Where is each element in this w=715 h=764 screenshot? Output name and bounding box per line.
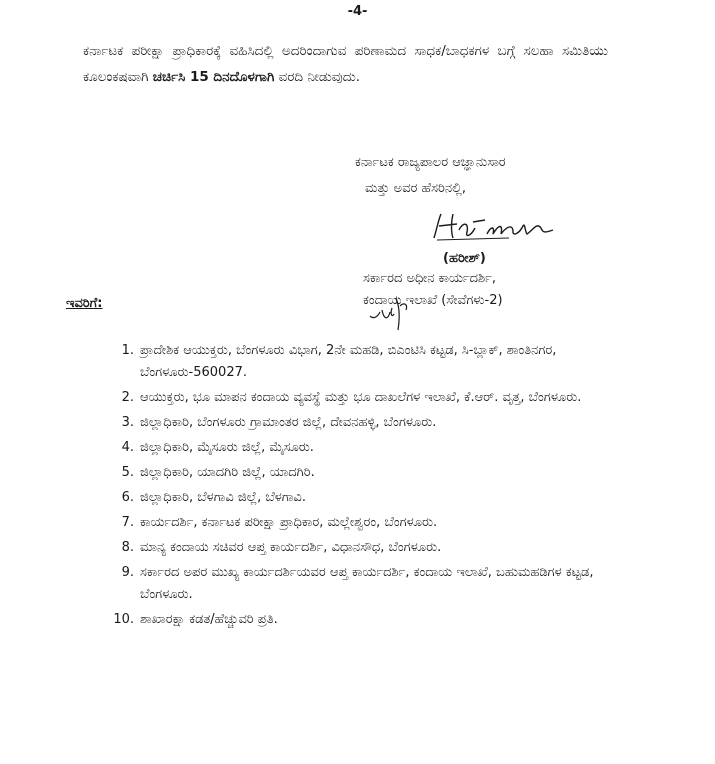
authority-line-1: ಕರ್ನಾಟಕ ರಾಜ್ಯಪಾಲರ ಆಜ್ಞಾನುಸಾರ (355, 155, 506, 170)
recipient-number: 6. (121, 490, 134, 505)
recipient-text: ಸರ್ಕಾರದ ಅಪರ ಮುಖ್ಯ ಕಾರ್ಯದರ್ಶಿಯವರ ಆಪ್ತ ಕಾರ್ಯದರ್ಶಿ, ಕಂದಾಯ ಇಲಾಖೆ, ಬಹುಮಹಡಿಗಳ ಕಟ್ಟಡ, ಬೆಂಗಳೂರು. (140, 565, 594, 602)
recipient-item (110, 387, 635, 409)
recipient-text: ಜಿಲ್ಲಾಧಿಕಾರಿ, ಬೆಂಗಳೂರು ಗ್ರಾಮಾಂತರ ಜಿಲ್ಲೆ, ದೇವನಹಳ್ಳಿ, ಬೆಂಗಳೂರು. (140, 415, 437, 430)
recipient-text: ಮಾನ್ಯ ಕಂದಾಯ ಸಚಿವರ ಆಪ್ತ ಕಾರ್ಯದರ್ಶಿ, ವಿಧಾನಸೌಧ, ಬೆಂಗಳೂರು. (140, 540, 442, 555)
recipient-text: ಪ್ರಾದೇಶಿಕ ಆಯುಕ್ತರು, ಬೆಂಗಳೂರು ವಿಭಾಗ, 2ನೇ ಮಹಡಿ, ಬಿಎಂಟಿಸಿ ಕಟ್ಟಡ, ಸಿ-ಬ್ಲಾಕ್, ಶಾಂತಿನಗರ, ಬೆಂಗಳೂರು-560027. (140, 343, 557, 380)
signatory-name: (ಹರೀಶ್) (443, 251, 486, 266)
designation-line-2: ಕಂದಾಯ ಇಲಾಖೆ (ಸೇವೆಗಳು-2) (363, 293, 503, 308)
recipient-text: ಶಾಖಾರಕ್ಷಾ ಕಡತ/ಹೆಚ್ಚುವರಿ ಪ್ರತಿ. (140, 612, 278, 627)
recipient-text: ಜಿಲ್ಲಾಧಿಕಾರಿ, ಯಾದಗಿರಿ ಜಿಲ್ಲೆ, ಯಾದಗಿರಿ. (140, 465, 315, 480)
handwritten-signature (429, 208, 579, 248)
page-number: -4- (347, 4, 368, 19)
recipient-number: 1. (121, 343, 134, 358)
recipient-number: 3. (121, 415, 134, 430)
recipient-number: 2. (121, 390, 134, 405)
recipient-item (110, 537, 635, 559)
recipient-item (110, 512, 635, 534)
recipient-item (110, 462, 635, 484)
recipients-list (110, 340, 635, 634)
recipient-number: 10. (113, 612, 134, 627)
recipients-heading: ಇವರಿಗೆ: (66, 296, 103, 311)
recipient-text: ಆಯುಕ್ತರು, ಭೂ ಮಾಪನ ಕಂದಾಯ ವ್ಯವಸ್ಥೆ ಮತ್ತು ಭೂ ದಾಖಲೆಗಳ ಇಲಾಖೆ, ಕೆ.ಆರ್. ವೃತ್ತ, ಬೆಂಗಳೂರು. (140, 390, 582, 405)
authority-line-2: ಮತ್ತು ಅವರ ಹೆಸರಿನಲ್ಲಿ, (365, 181, 467, 196)
recipient-number: 4. (121, 440, 134, 455)
signature-block (355, 150, 645, 312)
handwritten-initials (366, 290, 414, 334)
recipient-item (110, 412, 635, 434)
recipient-item (110, 562, 635, 606)
intro-paragraph (83, 38, 608, 90)
intro-deadline: ಚರ್ಚಿಸಿ 15 ದಿನದೊಳಗಾಗಿ (152, 69, 275, 85)
recipient-number: 7. (121, 515, 134, 530)
recipient-number: 9. (121, 565, 134, 580)
recipient-text: ಜಿಲ್ಲಾಧಿಕಾರಿ, ಬೆಳಗಾವಿ ಜಿಲ್ಲೆ, ಬೆಳಗಾವಿ. (140, 490, 306, 505)
recipient-text: ಜಿಲ್ಲಾಧಿಕಾರಿ, ಮೈಸೂರು ಜಿಲ್ಲೆ, ಮೈಸೂರು. (140, 440, 314, 455)
recipient-number: 5. (121, 465, 134, 480)
intro-text: ಕರ್ನಾಟಕ ಪರೀಕ್ಷಾ ಪ್ರಾಧಿಕಾರಕ್ಕೆ ವಹಿಸಿದಲ್ಲಿ ಅದರಿಂದಾಗುವ ಪರಿಣಾಮದ ಸಾಧಕ/ಬಾಧಕಗಳ ಬಗ್ಗೆ ಸಲಹಾ ಸಮಿತಿಯು ಕೂಲಂಕಷವಾಗಿ (83, 43, 608, 85)
recipient-item (110, 437, 635, 459)
recipient-item (110, 340, 635, 384)
recipient-number: 8. (121, 540, 134, 555)
recipient-text: ಕಾರ್ಯದರ್ಶಿ, ಕರ್ನಾಟಕ ಪರೀಕ್ಷಾ ಪ್ರಾಧಿಕಾರ, ಮಲ್ಲೇಶ್ವರಂ, ಬೆಂಗಳೂರು. (140, 515, 438, 530)
recipient-item (110, 487, 635, 509)
designation-line-1: ಸರ್ಕಾರದ ಅಧೀನ ಕಾರ್ಯದರ್ಶಿ, (363, 271, 497, 286)
intro-tail: ವರದಿ ನೀಡುವುದು. (278, 69, 361, 85)
recipient-item (110, 609, 635, 631)
